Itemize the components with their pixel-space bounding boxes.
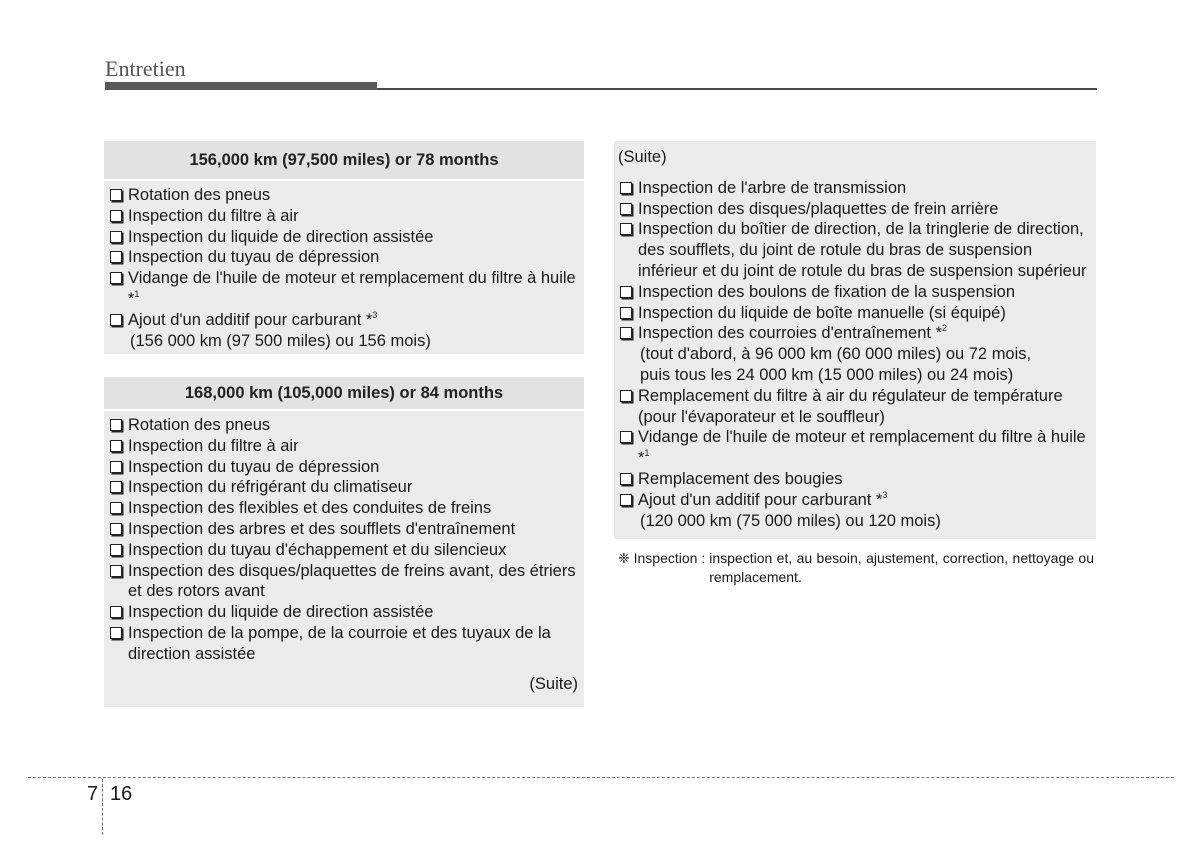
- section-title: Entretien: [105, 56, 186, 81]
- item-label: Inspection de l'arbre de transmission: [638, 178, 907, 197]
- checklist-item: [108, 268, 578, 310]
- checklist-item: [108, 415, 578, 436]
- item-label: Vidange de l'huile de moteur et remplacement du filtre à huile *: [638, 428, 1086, 468]
- checkbox-icon: [110, 523, 122, 535]
- checklist-item: [108, 561, 578, 603]
- item-label: Inspection du filtre à air: [128, 206, 299, 225]
- checklist-item: [618, 303, 1090, 324]
- item-label: Inspection des arbres et des soufflets d'entraînement: [128, 519, 516, 538]
- item-label: Vidange de l'huile de moteur et remplacement du filtre à huile *: [128, 269, 576, 308]
- checklist: [108, 415, 578, 665]
- item-label: Remplacement du filtre à air du régulateur de température (pour l'évaporateur et le souffleur): [638, 386, 1063, 426]
- checkbox-icon: [110, 544, 122, 556]
- checklist-item: [108, 185, 578, 206]
- checkbox-icon: [620, 431, 632, 443]
- footer-divider-vertical: [102, 779, 103, 835]
- box-body: [104, 181, 584, 359]
- checklist-item-text: [638, 303, 1090, 324]
- checkbox-icon: [110, 461, 122, 473]
- footnote-ref: 3: [882, 489, 888, 500]
- continued-label: (Suite): [618, 148, 667, 166]
- item-note: (tout d'abord, à 96 000 km (60 000 miles) ou 72 mois,: [640, 345, 1032, 364]
- item-label: Inspection du filtre à air: [128, 436, 299, 455]
- checkbox-icon: [110, 189, 122, 201]
- checklist-item-text: [638, 178, 1090, 199]
- checklist-item: [108, 540, 578, 561]
- checklist-item-text: [638, 199, 1090, 220]
- footer-divider: [28, 777, 1174, 778]
- item-note: (120 000 km (75 000 miles) ou 120 mois): [640, 511, 941, 530]
- checklist-item: [108, 498, 578, 519]
- footnote-text: inspection et, au besoin, ajustement, correction, nettoyage ou remplacement.: [709, 550, 1094, 585]
- item-label: Inspection des boulons de fixation de la suspension: [638, 282, 1016, 301]
- checkbox-icon: [110, 627, 122, 639]
- checklist-item: [618, 282, 1090, 303]
- item-label: Inspection du tuyau d'échappement et du silencieux: [128, 540, 507, 559]
- checklist-item-text: [128, 477, 578, 498]
- box-body: [614, 178, 1096, 540]
- checklist-item: [108, 519, 578, 540]
- checklist-item: [618, 178, 1090, 199]
- item-label: Inspection du tuyau de dépression: [128, 248, 380, 267]
- checklist-item-text: [128, 561, 578, 603]
- checkbox-icon: [110, 606, 122, 618]
- checklist-item-text: [128, 498, 578, 519]
- checklist-item: [108, 436, 578, 457]
- checklist-item-text: [638, 386, 1090, 428]
- item-label: Inspection des courroies d'entraînement *: [638, 324, 942, 343]
- page-number: 16: [110, 783, 133, 805]
- item-label: Inspection des flexibles et des conduites de freins: [128, 499, 492, 518]
- box-heading: 156,000 km (97,500 miles) or 78 months: [104, 141, 584, 181]
- item-label: Inspection de la pompe, de la courroie et des tuyaux de la direction assistée: [128, 623, 551, 663]
- checklist-item-text: [128, 623, 578, 665]
- checklist-item-text: [128, 227, 578, 248]
- checklist-item-text: [638, 469, 1090, 490]
- checklist-item-text: [128, 185, 578, 206]
- checklist-item: [618, 490, 1090, 511]
- checkbox-icon: [110, 272, 122, 284]
- checklist-item-text: [638, 282, 1090, 303]
- header-rule-accent: [105, 82, 377, 90]
- checklist-item-text: [638, 219, 1090, 281]
- item-note: puis tous les 24 000 km (15 000 miles) ou 24 mois): [640, 365, 1014, 384]
- checklist-item-text: [638, 323, 1090, 344]
- item-label: Inspection du boîtier de direction, de la tringlerie de direction, des soufflets, du joint de rotule du bras de suspension inférieur et du joint de rotule du bras de suspension supérieur: [638, 220, 1087, 280]
- checklist-item-text: [128, 206, 578, 227]
- checkbox-icon: [620, 390, 632, 402]
- checklist-item: [108, 602, 578, 623]
- checklist-item: [108, 247, 578, 268]
- checkbox-icon: [620, 473, 632, 485]
- item-label: Inspection du liquide de boîte manuelle (si équipé): [638, 303, 1006, 322]
- checkbox-icon: [620, 307, 632, 319]
- checklist-item: [108, 227, 578, 248]
- checklist: [618, 178, 1090, 532]
- checklist-item-text: [128, 436, 578, 457]
- checkbox-icon: [620, 223, 632, 235]
- footnote-ref: 1: [134, 288, 140, 299]
- checklist: [108, 185, 578, 331]
- checklist-item: [618, 386, 1090, 428]
- checklist-item-text: [128, 247, 578, 268]
- checklist-item: [618, 219, 1090, 281]
- checklist-item-text: [128, 310, 578, 331]
- inspection-footnote: [618, 549, 1094, 587]
- checkbox-icon: [620, 494, 632, 506]
- maintenance-box-156000: [104, 141, 584, 354]
- footnote-ref: 1: [644, 448, 650, 459]
- item-label: Inspection du tuyau de dépression: [128, 457, 380, 476]
- checklist-item-text: [128, 519, 578, 540]
- checklist-item: [108, 623, 578, 665]
- checkbox-icon: [110, 210, 122, 222]
- checklist-item: [108, 310, 578, 331]
- checkbox-icon: [110, 502, 122, 514]
- item-label: Inspection des disques/plaquettes de frein arrière: [638, 199, 999, 218]
- checklist-item-text: [128, 457, 578, 478]
- checklist-item-text: [128, 268, 578, 310]
- checklist-item-text: [128, 415, 578, 436]
- footnote-label: ❈ Inspection :: [618, 550, 706, 566]
- chapter-number: 7: [87, 783, 99, 805]
- checklist-item: [108, 477, 578, 498]
- checklist-item-text: [128, 602, 578, 623]
- item-label: Inspection des disques/plaquettes de freins avant, des étriers et des rotors avant: [128, 561, 576, 601]
- continuation-note: (156 000 km (97 500 miles) ou 156 mois): [130, 331, 431, 350]
- box-body: [104, 411, 584, 702]
- footnote-ref: 2: [942, 323, 948, 334]
- item-label: Ajout d'un additif pour carburant *: [128, 310, 373, 329]
- checkbox-icon: [110, 565, 122, 577]
- checklist-item: [618, 469, 1090, 490]
- checkbox-icon: [620, 203, 632, 215]
- item-label: Ajout d'un additif pour carburant *: [638, 490, 883, 509]
- checkbox-icon: [620, 182, 632, 194]
- checkbox-icon: [620, 327, 632, 339]
- box-heading: 168,000 km (105,000 miles) or 84 months: [104, 377, 584, 411]
- checkbox-icon: [620, 286, 632, 298]
- checklist-item: [108, 206, 578, 227]
- footnote-ref: 3: [372, 309, 378, 320]
- checkbox-icon: [110, 251, 122, 263]
- checklist-item: [618, 427, 1090, 469]
- checklist-item-text: [638, 427, 1090, 469]
- item-label: Rotation des pneus: [128, 416, 271, 434]
- item-label: Inspection du liquide de direction assistée: [128, 227, 434, 246]
- checkbox-icon: [110, 440, 122, 452]
- checkbox-icon: [110, 481, 122, 493]
- maintenance-box-continued: [614, 141, 1096, 539]
- continued-label: (Suite): [529, 674, 578, 693]
- checkbox-icon: [110, 231, 122, 243]
- checkbox-icon: [110, 314, 122, 326]
- checklist-item: [618, 199, 1090, 220]
- maintenance-box-168000: [104, 377, 584, 707]
- checklist-item-text: [638, 490, 1090, 511]
- item-label: Rotation des pneus: [128, 186, 271, 204]
- checklist-item: [618, 323, 1090, 344]
- checklist-item-text: [128, 540, 578, 561]
- item-label: Remplacement des bougies: [638, 469, 843, 488]
- item-label: Inspection du liquide de direction assistée: [128, 603, 434, 622]
- item-label: Inspection du réfrigérant du climatiseur: [128, 478, 413, 497]
- checklist-item: [108, 457, 578, 478]
- checkbox-icon: [110, 419, 122, 431]
